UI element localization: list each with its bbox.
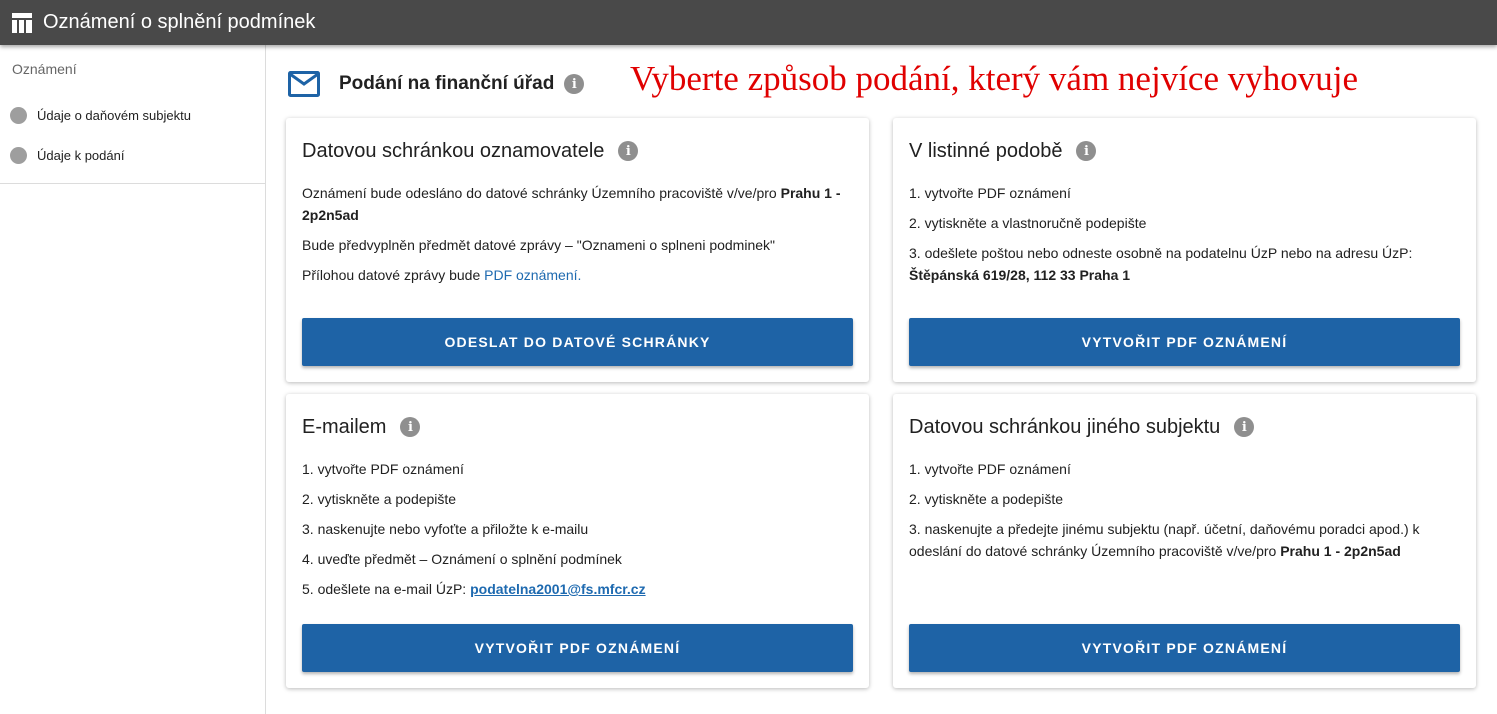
page-title: Podání na finanční úřad xyxy=(339,73,555,94)
card-email xyxy=(286,394,869,688)
sidebar-item-label: Údaje k podání xyxy=(37,147,125,163)
main-content xyxy=(266,45,1497,714)
hint-text: Vyberte způsob podání, který vám nejvíce vyhovuje xyxy=(630,59,1358,98)
info-icon[interactable]: i xyxy=(1076,141,1096,161)
sidebar-item-label: Údaje o daňovém subjektu xyxy=(37,107,191,123)
card-text: Bude předvyplněn předmět datové zprávy – "Oznameni o splneni podminek" xyxy=(302,237,775,253)
sidebar-item-danovy-subjekt[interactable] xyxy=(0,95,265,135)
step-dot-icon xyxy=(10,147,27,164)
app-bar xyxy=(0,0,1497,45)
card-body xyxy=(302,182,853,286)
app-title: Oznámení o splnění podmínek xyxy=(43,11,316,33)
card-jiny-subjekt xyxy=(893,394,1476,688)
create-pdf-button[interactable]: VYTVOŘIT PDF OZNÁMENÍ xyxy=(302,624,853,672)
card-listinna-podoba xyxy=(893,118,1476,382)
card-title: V listinné podobě i xyxy=(909,118,1460,182)
card-title: E-mailem i xyxy=(302,394,853,458)
step-text: 2. vytiskněte a podepište xyxy=(302,491,457,507)
card-title: Datovou schránkou jiného subjektu i xyxy=(909,394,1460,458)
step-text: 1. vytvořte PDF oznámení xyxy=(909,185,1071,201)
info-icon[interactable]: i xyxy=(564,74,584,94)
pdf-link[interactable]: PDF oznámení. xyxy=(484,267,582,283)
section-header xyxy=(288,71,584,97)
step-text: 2. vytiskněte a podepište xyxy=(909,491,1064,507)
info-icon[interactable]: i xyxy=(618,141,638,161)
sidebar xyxy=(0,45,266,714)
card-title: Datovou schránkou oznamovatele i xyxy=(302,118,853,182)
create-pdf-button[interactable]: VYTVOŘIT PDF OZNÁMENÍ xyxy=(909,318,1460,366)
card-text: Oznámení bude odesláno do datové schránky Územního pracoviště v/ve/pro Prahu 1 - 2p2n5ad xyxy=(302,185,841,223)
step-text: 1. vytvořte PDF oznámení xyxy=(302,461,464,477)
step-text: 2. vytiskněte a vlastnoručně podepište xyxy=(909,215,1147,231)
info-icon[interactable]: i xyxy=(1234,417,1254,437)
card-body xyxy=(909,458,1460,562)
step-text: 1. vytvořte PDF oznámení xyxy=(909,461,1071,477)
step-text: 4. uveďte předmět – Oznámení o splnění podmínek xyxy=(302,551,622,567)
mail-icon xyxy=(288,71,320,97)
create-pdf-button[interactable]: VYTVOŘIT PDF OZNÁMENÍ xyxy=(909,624,1460,672)
card-datova-schranka xyxy=(286,118,869,382)
step-text: 5. odešlete na e-mail ÚzP: podatelna2001@fs.mfcr.cz xyxy=(302,581,646,597)
email-link[interactable]: podatelna2001@fs.mfcr.cz xyxy=(470,581,646,597)
info-icon[interactable]: i xyxy=(400,417,420,437)
step-text: 3. naskenujte nebo vyfoťte a přiložte k e-mailu xyxy=(302,521,589,537)
table-view-icon xyxy=(12,13,32,33)
sidebar-item-udaje-k-podani[interactable] xyxy=(0,135,265,175)
step-text: 3. odešlete poštou nebo odneste osobně na podatelnu ÚzP nebo na adresu ÚzP: Štěpánská 619/28, 112 33 Praha 1 xyxy=(909,245,1413,283)
sidebar-divider xyxy=(0,183,265,184)
send-to-databox-button[interactable]: ODESLAT DO DATOVÉ SCHRÁNKY xyxy=(302,318,853,366)
sidebar-heading: Oznámení xyxy=(12,61,77,77)
card-body xyxy=(909,182,1460,286)
step-dot-icon xyxy=(10,107,27,124)
card-text: Přílohou datové zprávy bude PDF oznámení. xyxy=(302,267,582,283)
card-body xyxy=(302,458,853,600)
step-text: 3. naskenujte a předejte jinému subjektu (např. účetní, daňovému poradci apod.) k odeslání do datové schránky Územního pracoviště v/ve/pro Prahu 1 - 2p2n5ad xyxy=(909,521,1420,559)
